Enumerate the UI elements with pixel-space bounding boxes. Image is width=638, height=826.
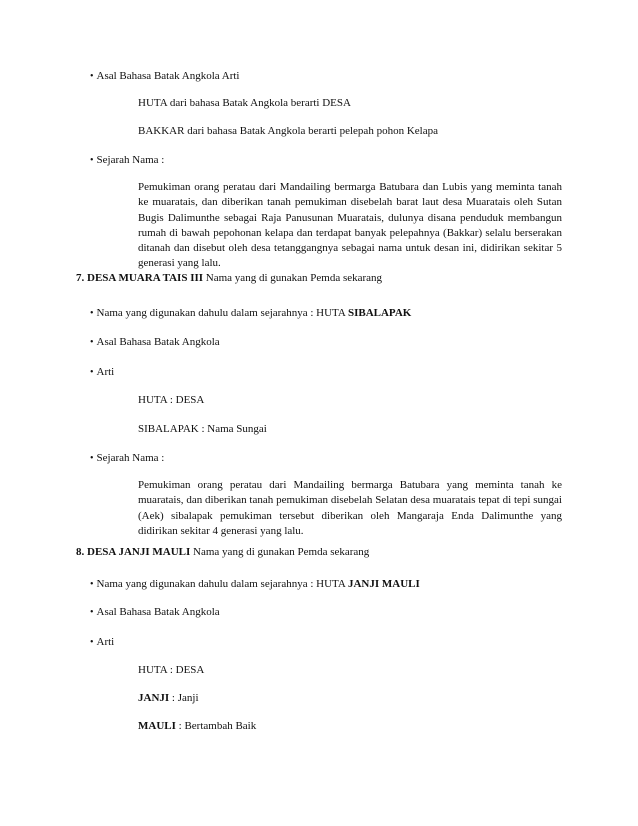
bullet-icon: • (90, 607, 94, 618)
bullet-icon: • (90, 71, 94, 82)
bullet-text: Asal Bahasa Batak Angkola (96, 606, 220, 618)
mauli-meaning (138, 718, 256, 734)
term-definition: : Bertambah Baik (175, 720, 257, 732)
term-bold: JANJI (138, 692, 170, 704)
history-paragraph-muaratais (138, 180, 562, 272)
bullet-text: Asal Bahasa Batak Angkola Arti (96, 70, 240, 82)
bullet-text: Asal Bahasa Batak Angkola (96, 336, 220, 348)
bullet-bold: JANJI MAULI (347, 578, 420, 590)
heading-rest: Nama yang di gunakan Pemda sekarang (190, 546, 370, 558)
bullet-bold: SIBALAPAK (347, 307, 412, 319)
heading-rest: Nama yang di gunakan Pemda sekarang (203, 272, 383, 284)
bullet-nama-dahulu-8 (90, 576, 420, 593)
heading-bold: 8. DESA JANJI MAULI (76, 546, 191, 558)
bullet-icon: • (90, 155, 94, 166)
huta-desa-8: HUTA : DESA (138, 664, 205, 676)
bullet-text: Arti (96, 636, 115, 648)
bullet-arti-8 (90, 634, 114, 651)
sibalapak-meaning: SIBALAPAK : Nama Sungai (138, 423, 267, 435)
bullet-sejarah-nama (90, 152, 164, 169)
huta-desa-7: HUTA : DESA (138, 394, 205, 406)
term-bold: MAULI (138, 720, 176, 732)
bullet-icon: • (90, 337, 94, 348)
bullet-icon: • (90, 308, 94, 319)
bullet-sejarah-nama-7 (90, 450, 164, 467)
bullet-icon: • (90, 637, 94, 648)
paragraph-text: Pemukiman orang peratau dari Mandailing bermarga Batubara dan Lubis yang meminta tanah ke muaratais, dan diberikan tanah pemukiman disebelah barat laut desa Muaratais oleh Sutan Bugis Dalimunthe sebagai Raja Panusunan Muaratais, dulunya disana penduduk membangun rumah di bawah pepohonan kelapa dan terdapat banyak pelepahnya (Bakkar) selalu berserakan ditanah dan disebut oleh desa tetanggangnya sebagai nama untuk desan ini, didirikan sekitar 5 generasi yang lalu. (138, 181, 562, 270)
bullet-arti-7 (90, 364, 114, 381)
bullet-text: Sejarah Nama : (96, 154, 165, 166)
bullet-asal-bahasa-7 (90, 334, 220, 351)
section-heading-8 (76, 544, 369, 560)
heading-bold: 7. DESA MUARA TAIS III (76, 272, 204, 284)
bullet-asal-bahasa-8 (90, 604, 220, 621)
huta-meaning: HUTA dari bahasa Batak Angkola berarti DESA (138, 97, 351, 109)
term-definition: : Janji (169, 692, 199, 704)
bullet-icon: • (90, 453, 94, 464)
bullet-text: Nama yang digunakan dahulu dalam sejarahnya : HUTA (96, 578, 348, 590)
bullet-text: Sejarah Nama : (96, 452, 165, 464)
bullet-asal-bahasa (90, 68, 240, 85)
bullet-nama-dahulu-7 (90, 305, 411, 322)
janji-meaning (138, 690, 199, 706)
bullet-text: Arti (96, 366, 115, 378)
bullet-icon: • (90, 579, 94, 590)
bullet-icon: • (90, 367, 94, 378)
bakkar-meaning: BAKKAR dari bahasa Batak Angkola berarti pelepah pohon Kelapa (138, 125, 438, 137)
bullet-text: Nama yang digunakan dahulu dalam sejarahnya : HUTA (96, 307, 348, 319)
paragraph-text: Pemukiman orang peratau dari Mandailing bermarga Batubara yang meminta tanah ke muaratais, dan diberikan tanah pemukiman disebelah Selatan desa muaratais tepat di tepi sungai (Aek) sibalapak pemukiman tersebut diberikan oleh Mangaraja Enda Dalimunthe yang didirikan sekitar 4 generasi yang lalu. (138, 479, 562, 537)
section-heading-7 (76, 270, 382, 286)
history-paragraph-sibalapak (138, 478, 562, 539)
